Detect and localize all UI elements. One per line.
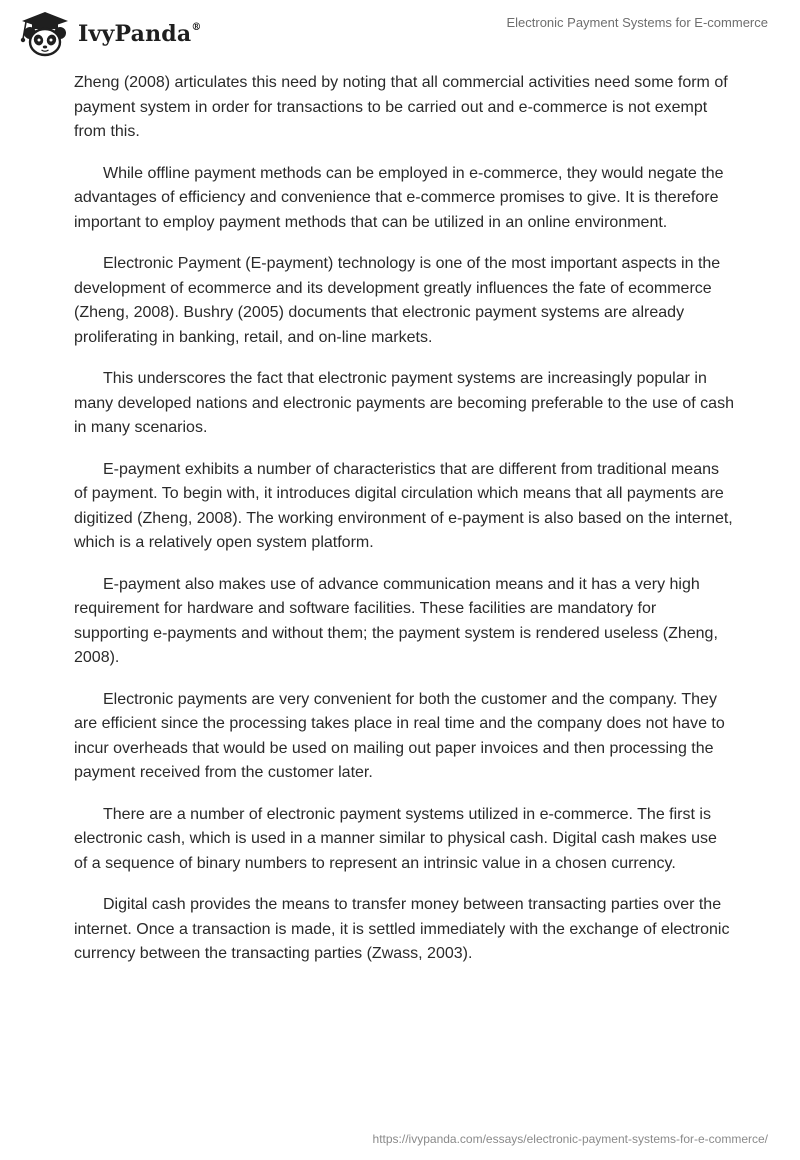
registered-mark: ® [191,21,202,33]
paragraph: E-payment exhibits a number of characteristics that are different from traditional means of payment. To begin with, it introduces digital circulation which means that all payments are digitized (Zheng, 2008). The working environment of e-payment is also based on the internet, which is a relatively open system platform. [74,460,733,551]
paragraph: While offline payment methods can be employed in e-commerce, they would negate the advantages of efficiency and convenience that e-commerce promises to give. It is therefore important to employ payment methods that can be utilized in an online environment. [74,164,724,231]
source-url-link[interactable]: https://ivypanda.com/essays/electronic-payment-systems-for-e-commerce/ [372,1132,768,1146]
paragraph: Electronic payments are very convenient for both the customer and the company. They are efficient since the processing takes place in real time and the company does not have to incur overheads that would be used on mailing out paper invoices and then processing the payment received from the customer later. [74,690,725,781]
paragraph: Zheng (2008) articulates this need by noting that all commercial activities need some form of payment system in order for transactions to be carried out and e-commerce is not exempt from this. [74,74,728,140]
essay-body [74,71,734,984]
brand-name: IvyPanda® [78,21,202,47]
paragraph: There are a number of electronic payment systems utilized in e-commerce. The first is electronic cash, which is used in a manner similar to physical cash. Digital cash makes use of a sequence of binary numbers to represent an intrinsic value in a chosen currency. [74,805,717,872]
page-header [0,0,800,70]
paragraph: Electronic Payment (E-payment) technology is one of the most important aspects in the development of ecommerce and its development greatly influences the fate of ecommerce (Zheng, 2008). Bushry (2005) documents that electronic payment systems are already proliferating in banking, retail, and on-line markets. [74,255,721,346]
paragraph: E-payment also makes use of advance communication means and it has a very high requirement for hardware and software facilities. These facilities are mandatory for supporting e-payments and without them; the payment system is rendered useless (Zheng, 2008). [74,575,718,666]
paragraph: This underscores the fact that electronic payment systems are increasingly popular in many developed nations and electronic payments are becoming preferable to the use of cash in many scenarios. [74,370,734,436]
panda-graduate-icon [14,9,74,57]
document-title: Electronic Payment Systems for E-commerce [506,15,768,30]
ivypanda-logo[interactable] [14,9,202,57]
paragraph: Digital cash provides the means to transfer money between transacting parties over the internet. Once a transaction is made, it is settled immediately with the exchange of electronic currency between the transacting parties (Zwass, 2003). [74,896,730,962]
